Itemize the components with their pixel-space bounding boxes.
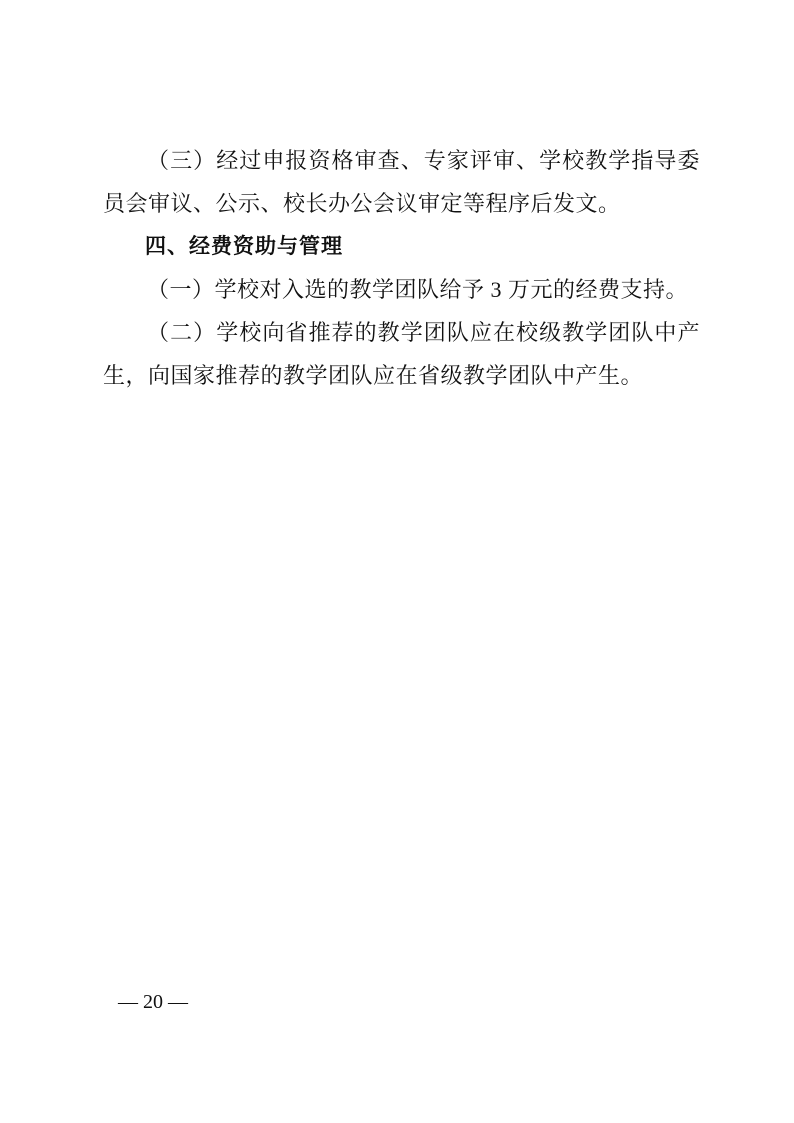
paragraph-procedure: （三）经过申报资格审查、专家评审、学校教学指导委员会审议、公示、校长办公会议审定等程序后发文。: [103, 148, 700, 216]
section-heading-funding-management: 四、经费资助与管理: [145, 235, 343, 258]
page-number: — 20 —: [118, 991, 188, 1013]
paragraph-funding-support: （一）学校对入选的教学团队给予 3 万元的经费支持。: [147, 277, 689, 302]
paragraph-recommendation-rule: （二）学校向省推荐的教学团队应在校级教学团队中产生，向国家推荐的教学团队应在省级教学团队中产生。: [103, 320, 700, 388]
document-body: [103, 139, 700, 397]
